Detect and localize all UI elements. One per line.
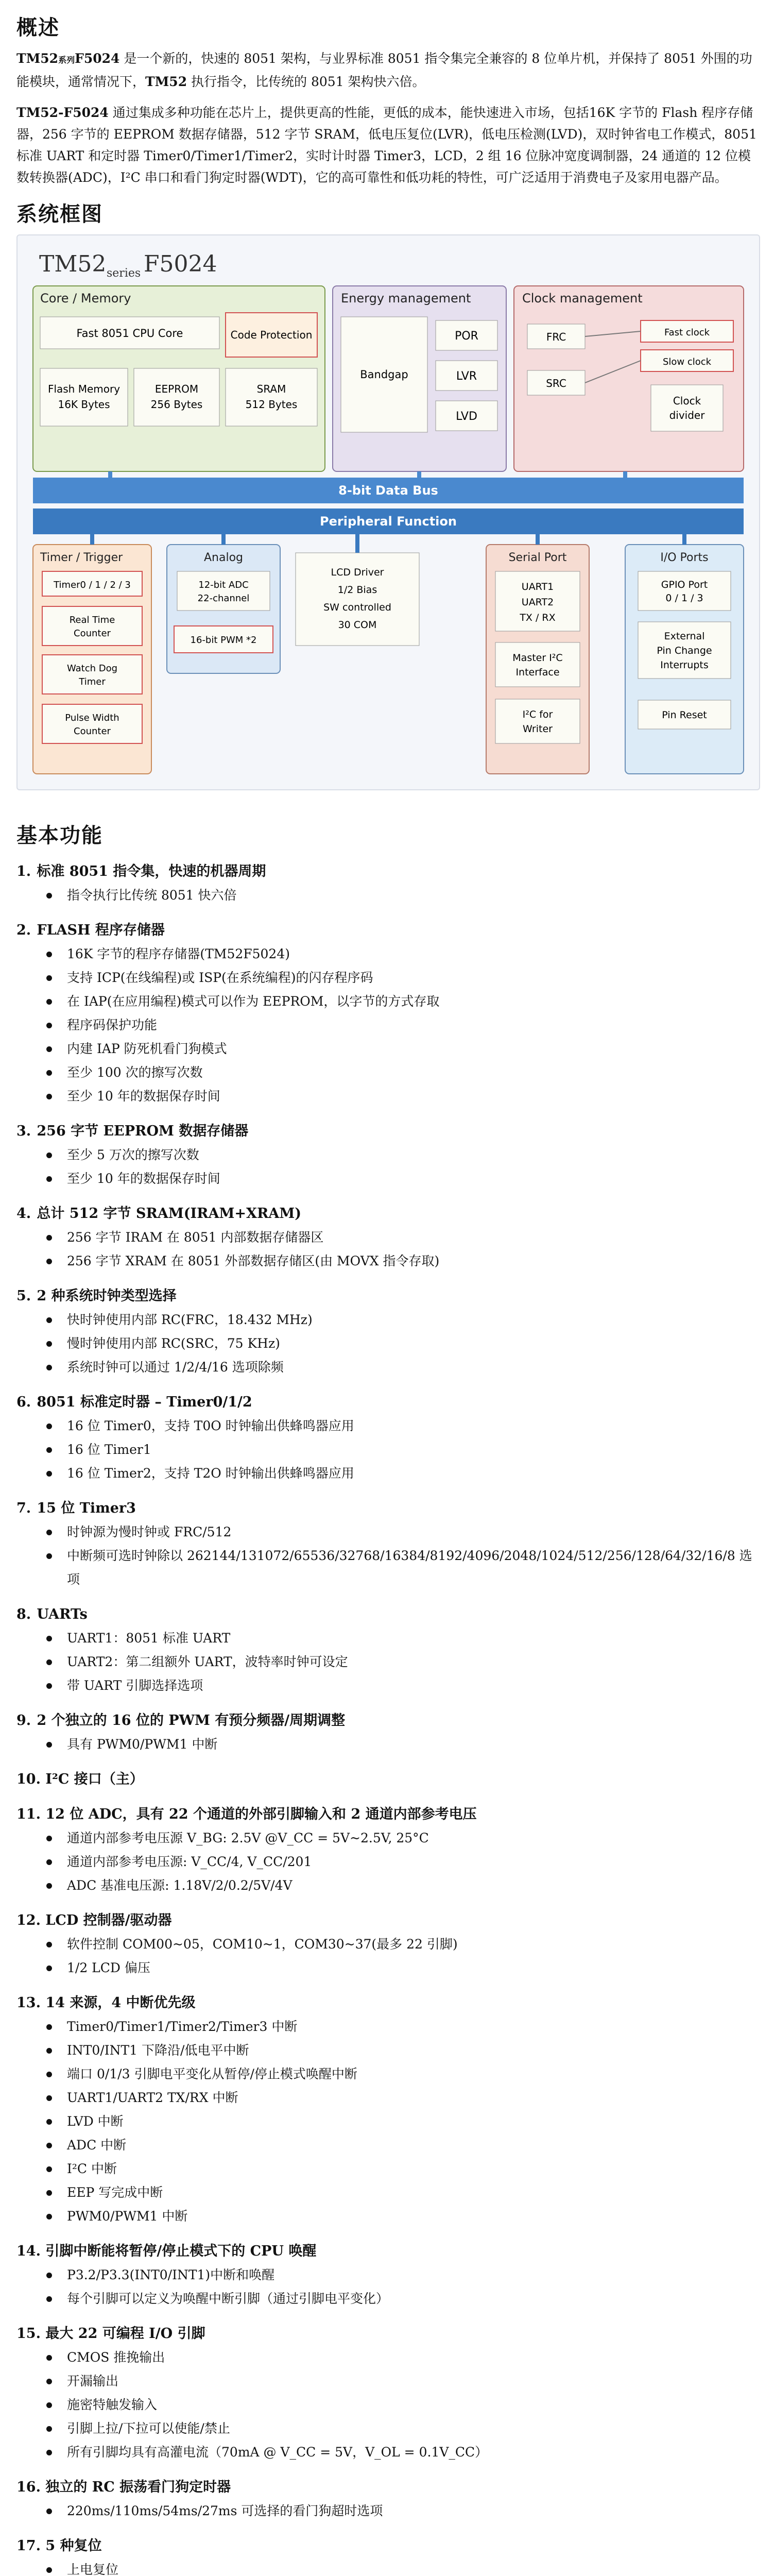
gpio-label-1: GPIO Port	[661, 579, 708, 590]
feature-item	[16, 919, 758, 1120]
energy-title: Energy management	[341, 291, 471, 306]
feature-title-text: LCD 控制器/驱动器	[40, 1912, 172, 1928]
feature-bullet: 施密特触发输入	[16, 2393, 758, 2417]
feature-item	[16, 1709, 758, 1768]
fast-clock-label: Fast clock	[664, 327, 710, 338]
overview-text-1a: 是一个新的，快速的 8051 架构，与业界标准 8051 指令集完全兼容的 8 位单片机，并保持了 8051 外围的功能模块，通常情况下，	[16, 51, 752, 89]
feature-bullet: P3.2/P3.3(INT0/INT1)中断和唤醒	[16, 2263, 758, 2287]
clock-title: Clock management	[522, 291, 643, 306]
feature-sublist	[16, 1143, 758, 1191]
feature-title-text: UARTs	[32, 1606, 88, 1622]
feature-bullet: Timer0/Timer1/Timer2/Timer3 中断	[16, 2015, 758, 2039]
feature-title-text: 15 位 Timer3	[32, 1500, 136, 1516]
ext-interrupt-label-2: Pin Change	[657, 645, 712, 656]
features-section	[16, 819, 758, 2576]
feature-title-text: 总计 512 字节 SRAM(IRAM+XRAM)	[32, 1206, 302, 1222]
feature-title	[16, 919, 758, 942]
feature-spacer	[16, 1108, 758, 1120]
eeprom-label-1: EEPROM	[154, 383, 199, 395]
clock-divider-label-2: divider	[669, 409, 705, 421]
feature-sublist	[16, 942, 758, 1108]
feature-spacer	[16, 1698, 758, 1709]
feature-spacer	[16, 1191, 758, 1202]
flash-label-1: Flash Memory	[47, 383, 121, 395]
feature-bullet: 系统时钟可以通过 1/2/4/16 选项除频	[16, 1355, 758, 1379]
chip-model-1: F5024	[75, 51, 120, 66]
feature-number: 4.	[16, 1206, 31, 1222]
block-diagram-heading: 系统框图	[16, 202, 103, 226]
diagram-chip-model: F5024	[144, 251, 217, 277]
feature-item	[16, 1120, 758, 1202]
feature-spacer	[16, 1379, 758, 1391]
feature-title-text: 256 字节 EEPROM 数据存储器	[32, 1123, 249, 1139]
feature-bullet: 256 字节 XRAM 在 8051 外部数据存储区(由 MOVX 指令存取)	[16, 1249, 758, 1273]
flash-label-2: 16K Bytes	[58, 398, 110, 411]
feature-item	[16, 1202, 758, 1284]
pin-reset-label: Pin Reset	[662, 709, 707, 721]
code-protection-label: Code Protection	[230, 329, 313, 341]
feature-item	[16, 1391, 758, 1497]
overview-text-1b: 执行指令，比传统的 8051 架构快六倍。	[187, 74, 425, 89]
feature-bullet: LVD 中断	[16, 2110, 758, 2133]
wdt-label-1: Watch Dog	[66, 663, 118, 674]
feature-bullet: 慢时钟使用内部 RC(SRC，75 KHz)	[16, 1332, 758, 1355]
feature-title	[16, 1120, 758, 1143]
uart-label-1: UART1	[521, 581, 554, 592]
io-title: I/O Ports	[660, 551, 709, 564]
lvd-label: LVD	[456, 410, 477, 423]
eeprom-box	[134, 368, 219, 426]
sram-label-1: SRAM	[256, 383, 286, 395]
feature-sublist	[16, 2499, 758, 2523]
overview-text-2: 通过集成多种功能在芯片上，提供更高的性能，更低的成本，能快速进入市场，包括16K 字节的 Flash 程序存储器，256 字节的 EEPROM 数据存储器，512 字节 SRAM，低电压复位(LVR)，低电压检测(LVD)，双时钟省电工作模式，8051 标准 UART 和定时器 Timer0/Timer1/Timer2，实时计时器 Timer3，LCD，2 组 16 位脉冲宽度调制器，24 通道的 12 位模数转换器(ADC)，I²C 串口和看门狗定时器(WDT)，它的高可靠性和低功耗的特性，可广泛适用于消费电子及家用电器产品。	[16, 105, 757, 185]
feature-number: 5.	[16, 1288, 31, 1304]
feature-title-text: 2 种系统时钟类型选择	[32, 1288, 177, 1304]
timer0123-label: Timer0 / 1 / 2 / 3	[54, 580, 131, 590]
bandgap-label: Bandgap	[360, 368, 408, 381]
feature-title-text: 引脚中断能将暂停/停止模式下的 CPU 唤醒	[40, 2243, 317, 2259]
overview-heading: 概述	[16, 16, 60, 40]
feature-number: 7.	[16, 1500, 31, 1516]
feature-bullet: 1/2 LCD 偏压	[16, 1956, 758, 1980]
feature-bullet: 指令执行比传统 8051 快六倍	[16, 884, 758, 907]
rtc-label-1: Real Time	[69, 615, 115, 625]
feature-bullet: PWM0/PWM1 中断	[16, 2205, 758, 2228]
gpio-box	[638, 571, 731, 611]
sram-label-2: 512 Bytes	[245, 398, 298, 411]
block-diagram-svg	[18, 235, 759, 789]
sram-box	[226, 368, 317, 426]
feature-sublist	[16, 884, 758, 907]
feature-spacer	[16, 2523, 758, 2534]
feature-sublist	[16, 2263, 758, 2311]
analog-title: Analog	[203, 551, 244, 564]
feature-item	[16, 1497, 758, 1603]
feature-title	[16, 1202, 758, 1226]
chip-series-1: 系列	[58, 55, 75, 65]
feature-item	[16, 2322, 758, 2476]
feature-spacer	[16, 1980, 758, 1991]
feature-bullet: 端口 0/1/3 引脚电平变化从暂停/停止模式唤醒中断	[16, 2062, 758, 2086]
cpu-label: Fast 8051 CPU Core	[76, 327, 183, 340]
feature-sublist	[16, 1933, 758, 1980]
ext-interrupt-label-1: External	[664, 631, 705, 642]
lvr-label: LVR	[456, 370, 477, 383]
feature-bullet: 至少 100 次的擦写次数	[16, 1061, 758, 1084]
chip-name-1: TM52	[16, 51, 59, 66]
feature-bullet: INT0/INT1 下降沿/低电平中断	[16, 2039, 758, 2062]
i2c-writer-box	[495, 699, 580, 743]
feature-sublist	[16, 1414, 758, 1485]
i2c-writer-label-2: Writer	[523, 723, 553, 735]
feature-bullet: UART2：第二组额外 UART，波特率时钟可设定	[16, 1650, 758, 1674]
feature-number: 15.	[16, 2326, 41, 2342]
system-block-diagram	[16, 234, 760, 790]
feature-bullet: 通道内部参考电压源 V_BG: 2.5V @V_CC = 5V~2.5V, 25°C	[16, 1826, 758, 1850]
feature-number: 14.	[16, 2243, 41, 2259]
eeprom-label-2: 256 Bytes	[150, 398, 203, 411]
master-i2c-label-2: Interface	[515, 667, 560, 678]
feature-bullet: 220ms/110ms/54ms/27ms 可选择的看门狗超时选项	[16, 2499, 758, 2523]
feature-number: 11.	[16, 1806, 41, 1822]
por-label: POR	[455, 330, 478, 343]
feature-spacer	[16, 1591, 758, 1603]
feature-bullet: I²C 中断	[16, 2157, 758, 2181]
feature-title-text: 最大 22 可编程 I/O 引脚	[40, 2326, 205, 2342]
overview-paragraph-1	[16, 48, 758, 93]
feature-title-text: 12 位 ADC，具有 22 个通道的外部引脚输入和 2 通道内部参考电压	[40, 1806, 477, 1822]
feature-sublist	[16, 1226, 758, 1273]
feature-sublist	[16, 1826, 758, 1897]
feature-bullet: 所有引脚均具有高灌电流（70mA @ V_CC = 5V，V_OL = 0.1V_CC）	[16, 2441, 758, 2464]
feature-number: 16.	[16, 2479, 41, 2495]
chip-name-2: TM52	[145, 74, 187, 89]
feature-item	[16, 1991, 758, 2240]
feature-bullet: 快时钟使用内部 RC(FRC，18.432 MHz)	[16, 1308, 758, 1332]
feature-title	[16, 1768, 758, 1791]
gpio-label-2: 0 / 1 / 3	[665, 592, 703, 604]
feature-bullet: 开漏输出	[16, 2369, 758, 2393]
feature-bullet: 支持 ICP(在线编程)或 ISP(在系统编程)的闪存程序码	[16, 966, 758, 990]
feature-sublist	[16, 2346, 758, 2464]
feature-bullet: 通道内部参考电压源: V_CC/4, V_CC/201	[16, 1850, 758, 1874]
feature-title-text: I²C 接口（主）	[40, 1771, 144, 1787]
adc-label-2: 22-channel	[197, 593, 250, 604]
master-i2c-box	[495, 642, 580, 687]
feature-bullet: 在 IAP(在应用编程)模式可以作为 EEPROM，以字节的方式存取	[16, 990, 758, 1013]
feature-bullet: 16 位 Timer2，支持 T2O 时钟输出供蜂鸣器应用	[16, 1462, 758, 1485]
feature-title	[16, 1709, 758, 1733]
feature-bullet: 16 位 Timer0，支持 T0O 时钟输出供蜂鸣器应用	[16, 1414, 758, 1438]
diagram-chip-series: series	[107, 267, 141, 280]
feature-title	[16, 2534, 758, 2558]
feature-title	[16, 2476, 758, 2499]
feature-title	[16, 2240, 758, 2263]
feature-number: 8.	[16, 1606, 31, 1622]
feature-sublist	[16, 1626, 758, 1698]
feature-number: 1.	[16, 863, 31, 879]
features-heading: 基本功能	[16, 824, 103, 848]
feature-title-text: 8051 标准定时器 – Timer0/1/2	[32, 1394, 252, 1410]
feature-sublist	[16, 2558, 758, 2576]
feature-number: 3.	[16, 1123, 31, 1139]
diagram-chip-name: TM52	[39, 251, 107, 277]
pwc-label-1: Pulse Width	[65, 713, 119, 723]
feature-number: 17.	[16, 2538, 41, 2554]
pwc-box	[42, 704, 142, 743]
uart-label-3: TX / RX	[520, 612, 556, 623]
feature-title-text: 14 来源，4 中断优先级	[40, 1995, 196, 2011]
serial-title: Serial Port	[508, 551, 567, 564]
feature-bullet: 带 UART 引脚选择选项	[16, 1674, 758, 1698]
i2c-writer-label-1: I²C for	[522, 709, 553, 720]
feature-title-text: 独立的 RC 振荡看门狗定时器	[40, 2479, 231, 2495]
feature-item	[16, 860, 758, 919]
clock-divider-label-1: Clock	[673, 395, 701, 407]
feature-sublist	[16, 1733, 758, 1756]
src-label: SRC	[546, 377, 566, 389]
feature-bullet: 软件控制 COM00~05，COM10~1，COM30~37(最多 22 引脚)	[16, 1933, 758, 1956]
slow-clock-label: Slow clock	[662, 357, 712, 367]
feature-spacer	[16, 2228, 758, 2240]
feature-number: 2.	[16, 922, 31, 938]
feature-bullet: UART1/UART2 TX/RX 中断	[16, 2086, 758, 2110]
feature-sublist	[16, 1520, 758, 1591]
feature-title	[16, 2322, 758, 2346]
feature-bullet: CMOS 推挽输出	[16, 2346, 758, 2369]
feature-list	[16, 860, 758, 2576]
feature-item	[16, 2534, 758, 2576]
feature-bullet: 内建 IAP 防死机看门狗模式	[16, 1037, 758, 1061]
overview-paragraph-2	[16, 102, 758, 189]
feature-item	[16, 1603, 758, 1709]
feature-spacer	[16, 1485, 758, 1497]
feature-item	[16, 1909, 758, 1991]
feature-bullet: 至少 5 万次的擦写次数	[16, 1143, 758, 1167]
ext-interrupt-label-3: Interrupts	[660, 659, 709, 671]
feature-spacer	[16, 907, 758, 919]
feature-bullet: 中断频可选时钟除以 262144/131072/65536/32768/16384/8192/4096/2048/1024/512/256/128/64/32/16/8 选项	[16, 1544, 758, 1591]
rtc-label-2: Counter	[74, 628, 111, 639]
feature-sublist	[16, 2015, 758, 2228]
adc-label-1: 12-bit ADC	[198, 580, 249, 590]
feature-item	[16, 1284, 758, 1391]
feature-title	[16, 1603, 758, 1626]
feature-title	[16, 1284, 758, 1308]
wdt-box	[42, 655, 142, 694]
feature-spacer	[16, 1791, 758, 1803]
feature-title	[16, 1909, 758, 1933]
feature-title	[16, 1803, 758, 1826]
wdt-label-2: Timer	[79, 676, 106, 687]
feature-title-text: 标准 8051 指令集，快速的机器周期	[32, 863, 266, 879]
feature-title	[16, 1497, 758, 1520]
feature-item	[16, 1768, 758, 1803]
feature-item	[16, 2240, 758, 2322]
feature-bullet: EEP 写完成中断	[16, 2181, 758, 2205]
feature-title	[16, 860, 758, 884]
feature-title	[16, 1991, 758, 2015]
core-memory-title: Core / Memory	[40, 291, 131, 306]
feature-spacer	[16, 1897, 758, 1909]
feature-bullet: ADC 基准电压源: 1.18V/2/0.2/5V/4V	[16, 1874, 758, 1897]
timer-title: Timer / Trigger	[40, 551, 123, 564]
feature-bullet: 16K 字节的程序存储器(TM52F5024)	[16, 942, 758, 966]
flash-box	[40, 368, 128, 426]
feature-title-text: 2 个独立的 16 位的 PWM 有预分频器/周期调整	[32, 1713, 346, 1728]
feature-bullet: 至少 10 年的数据保存时间	[16, 1084, 758, 1108]
lcd-label-4: 30 COM	[338, 619, 377, 631]
feature-spacer	[16, 1756, 758, 1768]
pwm-label: 16-bit PWM *2	[190, 635, 257, 646]
peripheral-label: Peripheral Function	[320, 514, 457, 529]
feature-number: 13.	[16, 1995, 41, 2011]
data-bus-label: 8-bit Data Bus	[338, 483, 438, 498]
feature-bullet: 具有 PWM0/PWM1 中断	[16, 1733, 758, 1756]
master-i2c-label-1: Master I²C	[512, 652, 563, 664]
feature-bullet: 至少 10 年的数据保存时间	[16, 1167, 758, 1191]
feature-bullet: 16 位 Timer1	[16, 1438, 758, 1462]
feature-number: 10.	[16, 1771, 41, 1787]
feature-bullet: 每个引脚可以定义为唤醒中断引脚（通过引脚电平变化）	[16, 2287, 758, 2311]
chip-part-number: TM52-F5024	[16, 105, 109, 120]
feature-number: 9.	[16, 1713, 31, 1728]
feature-sublist	[16, 1308, 758, 1379]
clock-divider-box	[651, 385, 723, 431]
feature-title-text: FLASH 程序存储器	[32, 922, 165, 938]
feature-bullet: 引脚上拉/下拉可以使能/禁止	[16, 2417, 758, 2441]
feature-spacer	[16, 1273, 758, 1284]
pwc-label-2: Counter	[74, 726, 111, 737]
feature-item	[16, 2476, 758, 2534]
feature-title	[16, 1391, 758, 1414]
feature-bullet: ADC 中断	[16, 2133, 758, 2157]
feature-bullet: 256 字节 IRAM 在 8051 内部数据存储器区	[16, 1226, 758, 1249]
uart-label-2: UART2	[521, 597, 554, 608]
feature-bullet: 上电复位	[16, 2558, 758, 2576]
lcd-label-1: LCD Driver	[331, 567, 384, 578]
frc-label: FRC	[546, 331, 566, 343]
lcd-label-3: SW controlled	[323, 602, 391, 613]
rtc-box	[42, 606, 142, 646]
content	[16, 11, 758, 2576]
feature-bullet: 程序码保护功能	[16, 1013, 758, 1037]
adc-box	[177, 571, 270, 611]
lcd-label-2: 1/2 Bias	[337, 584, 377, 596]
feature-item	[16, 1803, 758, 1909]
feature-bullet: UART1：8051 标准 UART	[16, 1626, 758, 1650]
feature-title-text: 5 种复位	[40, 2538, 102, 2554]
feature-bullet: 时钟源为慢时钟或 FRC/512	[16, 1520, 758, 1544]
feature-spacer	[16, 2311, 758, 2322]
feature-spacer	[16, 2464, 758, 2476]
feature-number: 6.	[16, 1394, 31, 1410]
feature-number: 12.	[16, 1912, 41, 1928]
